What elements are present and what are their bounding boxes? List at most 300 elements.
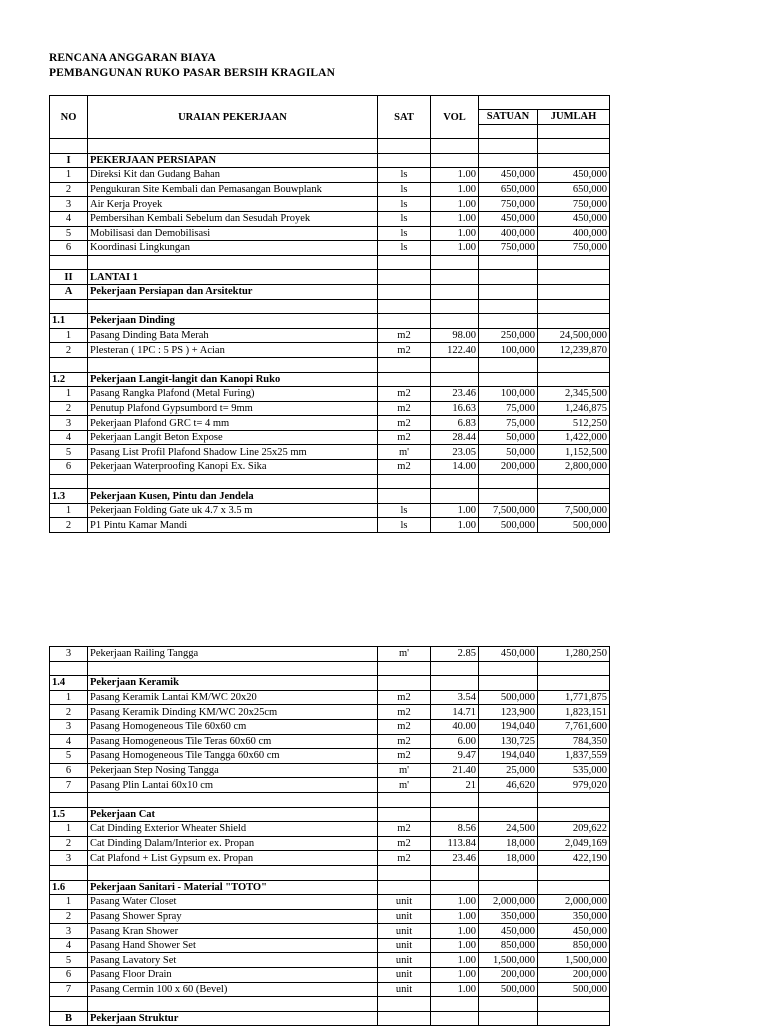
cell-uraian: Pasang Dinding Bata Merah: [88, 328, 378, 343]
cell-jumlah: [538, 372, 610, 387]
cell-sat: [378, 139, 431, 154]
cell-vol: 8.56: [431, 822, 479, 837]
cell-jumlah: 979,020: [538, 778, 610, 793]
table-row: [50, 401, 610, 416]
cell-satuan: 100,000: [479, 343, 538, 358]
section-row: [50, 314, 610, 329]
header-satuan: SATUAN: [479, 109, 538, 124]
cell-no: 2: [50, 836, 88, 851]
cell-jumlah: 209,622: [538, 822, 610, 837]
cell-satuan: [479, 880, 538, 895]
cell-sat: [378, 153, 431, 168]
table-row: [50, 705, 610, 720]
cell-satuan: [479, 270, 538, 285]
blank-row: [50, 997, 610, 1012]
cell-no: [50, 299, 88, 314]
cell-jumlah: 1,500,000: [538, 953, 610, 968]
cell-uraian: PEKERJAAN PERSIAPAN: [88, 153, 378, 168]
cell-jumlah: [538, 270, 610, 285]
cell-satuan: 50,000: [479, 430, 538, 445]
cell-no: [50, 474, 88, 489]
cell-jumlah: 850,000: [538, 938, 610, 953]
cell-vol: 1.00: [431, 938, 479, 953]
table-row: [50, 647, 610, 662]
cell-jumlah: 350,000: [538, 909, 610, 924]
cell-sat: [378, 372, 431, 387]
cell-sat: unit: [378, 924, 431, 939]
table-row: [50, 968, 610, 983]
cell-vol: 1.00: [431, 182, 479, 197]
cell-jumlah: 750,000: [538, 197, 610, 212]
cell-sat: unit: [378, 938, 431, 953]
document-title: RENCANA ANGGARAN BIAYA: [49, 52, 216, 64]
cell-no: 3: [50, 197, 88, 212]
cell-jumlah: 1,837,559: [538, 749, 610, 764]
cell-uraian: Pasang Plin Lantai 60x10 cm: [88, 778, 378, 793]
cell-sat: [378, 270, 431, 285]
cell-satuan: [479, 153, 538, 168]
cell-uraian: Pasang Homogeneous Tile Tangga 60x60 cm: [88, 749, 378, 764]
cell-uraian: Pasang Keramik Lantai KM/WC 20x20: [88, 690, 378, 705]
cell-uraian: Pekerjaan Langit Beton Expose: [88, 430, 378, 445]
cell-uraian: Pekerjaan Persiapan dan Arsitektur: [88, 284, 378, 299]
cell-vol: [431, 314, 479, 329]
header-blank-jumlah: [538, 125, 610, 139]
cell-uraian: [88, 865, 378, 880]
cell-satuan: 450,000: [479, 211, 538, 226]
cell-satuan: 123,900: [479, 705, 538, 720]
cell-satuan: 450,000: [479, 647, 538, 662]
cell-jumlah: 12,239,870: [538, 343, 610, 358]
cell-jumlah: 750,000: [538, 241, 610, 256]
table-row: [50, 690, 610, 705]
cell-jumlah: [538, 357, 610, 372]
cell-sat: m2: [378, 851, 431, 866]
cell-uraian: Pasang Homogeneous Tile 60x60 cm: [88, 719, 378, 734]
cell-uraian: [88, 474, 378, 489]
table-row: [50, 734, 610, 749]
table-row: [50, 763, 610, 778]
cell-satuan: 450,000: [479, 924, 538, 939]
cell-vol: 98.00: [431, 328, 479, 343]
section-row: [50, 489, 610, 504]
cell-satuan: 50,000: [479, 445, 538, 460]
cell-uraian: Pasang Homogeneous Tile Teras 60x60 cm: [88, 734, 378, 749]
cell-vol: 23.05: [431, 445, 479, 460]
cell-no: 6: [50, 460, 88, 475]
cell-jumlah: 450,000: [538, 168, 610, 183]
cell-uraian: Air Kerja Proyek: [88, 197, 378, 212]
cell-sat: ls: [378, 168, 431, 183]
table-row: [50, 938, 610, 953]
cell-sat: unit: [378, 982, 431, 997]
cell-jumlah: 2,345,500: [538, 387, 610, 402]
cell-no: 1.3: [50, 489, 88, 504]
cell-uraian: Penutup Plafond Gypsumbord t= 9mm: [88, 401, 378, 416]
cell-uraian: [88, 299, 378, 314]
cell-jumlah: [538, 299, 610, 314]
cell-sat: m2: [378, 719, 431, 734]
cell-satuan: [479, 474, 538, 489]
cell-satuan: 2,000,000: [479, 895, 538, 910]
cell-no: [50, 661, 88, 676]
cell-no: [50, 357, 88, 372]
cell-sat: [378, 807, 431, 822]
section-row: [50, 153, 610, 168]
header-no: NO: [50, 96, 88, 139]
cell-vol: 6.00: [431, 734, 479, 749]
cell-no: 1: [50, 690, 88, 705]
section-row: [50, 676, 610, 691]
cell-sat: [378, 474, 431, 489]
cell-jumlah: [538, 314, 610, 329]
cell-satuan: 130,725: [479, 734, 538, 749]
cell-jumlah: 200,000: [538, 968, 610, 983]
table-row: [50, 460, 610, 475]
table-row: [50, 445, 610, 460]
cell-no: 7: [50, 778, 88, 793]
cell-satuan: 400,000: [479, 226, 538, 241]
cell-sat: m': [378, 445, 431, 460]
cell-sat: m2: [378, 387, 431, 402]
cell-vol: [431, 372, 479, 387]
budget-table-part-1: [49, 95, 610, 533]
cell-sat: ls: [378, 518, 431, 533]
table-row: [50, 778, 610, 793]
cell-sat: m2: [378, 401, 431, 416]
table-row: [50, 924, 610, 939]
table-row: [50, 503, 610, 518]
cell-sat: m2: [378, 343, 431, 358]
section-row: [50, 270, 610, 285]
table-row: [50, 909, 610, 924]
cell-sat: [378, 489, 431, 504]
cell-satuan: [479, 139, 538, 154]
cell-uraian: Pasang Floor Drain: [88, 968, 378, 983]
cell-uraian: Pekerjaan Kusen, Pintu dan Jendela: [88, 489, 378, 504]
cell-sat: unit: [378, 909, 431, 924]
cell-jumlah: 2,049,169: [538, 836, 610, 851]
cell-jumlah: 24,500,000: [538, 328, 610, 343]
cell-no: 3: [50, 647, 88, 662]
cell-vol: 23.46: [431, 387, 479, 402]
cell-jumlah: 784,350: [538, 734, 610, 749]
cell-vol: 16.63: [431, 401, 479, 416]
cell-satuan: [479, 997, 538, 1012]
cell-satuan: 24,500: [479, 822, 538, 837]
cell-no: 1: [50, 503, 88, 518]
cell-jumlah: 1,422,000: [538, 430, 610, 445]
cell-vol: 1.00: [431, 518, 479, 533]
cell-satuan: [479, 807, 538, 822]
cell-vol: 21: [431, 778, 479, 793]
cell-vol: 113.84: [431, 836, 479, 851]
cell-uraian: [88, 792, 378, 807]
cell-jumlah: 650,000: [538, 182, 610, 197]
cell-jumlah: [538, 284, 610, 299]
cell-uraian: [88, 997, 378, 1012]
cell-vol: 14.71: [431, 705, 479, 720]
cell-no: 2: [50, 909, 88, 924]
cell-sat: ls: [378, 503, 431, 518]
table-row: [50, 719, 610, 734]
cell-sat: [378, 880, 431, 895]
cell-sat: [378, 792, 431, 807]
cell-jumlah: 422,190: [538, 851, 610, 866]
cell-uraian: LANTAI 1: [88, 270, 378, 285]
cell-jumlah: 1,823,151: [538, 705, 610, 720]
cell-uraian: Pekerjaan Cat: [88, 807, 378, 822]
cell-vol: [431, 792, 479, 807]
cell-no: 2: [50, 705, 88, 720]
cell-uraian: Pekerjaan Plafond GRC t= 4 mm: [88, 416, 378, 431]
cell-satuan: 750,000: [479, 241, 538, 256]
cell-jumlah: 450,000: [538, 924, 610, 939]
header-price-group: [479, 96, 610, 110]
cell-vol: [431, 661, 479, 676]
cell-no: A: [50, 284, 88, 299]
cell-satuan: 850,000: [479, 938, 538, 953]
header-uraian: URAIAN PEKERJAAN: [88, 96, 378, 139]
cell-vol: [431, 997, 479, 1012]
cell-uraian: Pekerjaan Dinding: [88, 314, 378, 329]
document-subtitle: PEMBANGUNAN RUKO PASAR BERSIH KRAGILAN: [49, 67, 335, 79]
cell-no: 4: [50, 734, 88, 749]
table-row: [50, 343, 610, 358]
cell-vol: 1.00: [431, 953, 479, 968]
cell-uraian: Pasang Lavatory Set: [88, 953, 378, 968]
cell-vol: 1.00: [431, 895, 479, 910]
cell-jumlah: 512,250: [538, 416, 610, 431]
cell-uraian: Pengukuran Site Kembali dan Pemasangan Bouwplank: [88, 182, 378, 197]
cell-vol: 1.00: [431, 503, 479, 518]
cell-uraian: Plesteran ( 1PC : 5 PS ) + Acian: [88, 343, 378, 358]
cell-satuan: 1,500,000: [479, 953, 538, 968]
cell-sat: m': [378, 778, 431, 793]
cell-vol: 21.40: [431, 763, 479, 778]
cell-no: 2: [50, 343, 88, 358]
cell-satuan: 7,500,000: [479, 503, 538, 518]
cell-sat: ls: [378, 241, 431, 256]
cell-jumlah: 2,000,000: [538, 895, 610, 910]
section-row: [50, 372, 610, 387]
cell-vol: 40.00: [431, 719, 479, 734]
cell-sat: m2: [378, 822, 431, 837]
cell-jumlah: 2,800,000: [538, 460, 610, 475]
cell-sat: m': [378, 763, 431, 778]
table-row: [50, 895, 610, 910]
table-row: [50, 416, 610, 431]
cell-sat: m2: [378, 460, 431, 475]
cell-no: I: [50, 153, 88, 168]
cell-vol: [431, 489, 479, 504]
cell-jumlah: 1,152,500: [538, 445, 610, 460]
cell-sat: m2: [378, 416, 431, 431]
cell-no: [50, 139, 88, 154]
cell-sat: [378, 255, 431, 270]
cell-no: 1: [50, 822, 88, 837]
cell-no: [50, 865, 88, 880]
cell-sat: m2: [378, 749, 431, 764]
cell-sat: [378, 661, 431, 676]
cell-jumlah: [538, 255, 610, 270]
cell-vol: 1.00: [431, 909, 479, 924]
cell-vol: [431, 139, 479, 154]
table-row: [50, 518, 610, 533]
cell-no: [50, 792, 88, 807]
cell-no: 2: [50, 518, 88, 533]
cell-vol: [431, 807, 479, 822]
table-row: [50, 241, 610, 256]
cell-satuan: [479, 255, 538, 270]
cell-jumlah: 400,000: [538, 226, 610, 241]
cell-jumlah: [538, 807, 610, 822]
cell-jumlah: 7,500,000: [538, 503, 610, 518]
table-row: [50, 822, 610, 837]
cell-no: 5: [50, 749, 88, 764]
cell-no: 5: [50, 226, 88, 241]
cell-satuan: 500,000: [479, 982, 538, 997]
cell-jumlah: [538, 880, 610, 895]
cell-sat: ls: [378, 182, 431, 197]
cell-uraian: Pekerjaan Struktur: [88, 1011, 378, 1026]
cell-satuan: 194,040: [479, 719, 538, 734]
cell-sat: [378, 299, 431, 314]
cell-satuan: 100,000: [479, 387, 538, 402]
cell-jumlah: [538, 661, 610, 676]
cell-satuan: [479, 489, 538, 504]
cell-uraian: Pekerjaan Step Nosing Tangga: [88, 763, 378, 778]
cell-satuan: 650,000: [479, 182, 538, 197]
cell-uraian: Pasang Keramik Dinding KM/WC 20x25cm: [88, 705, 378, 720]
cell-uraian: Pasang Cermin 100 x 60 (Bevel): [88, 982, 378, 997]
cell-sat: m': [378, 647, 431, 662]
cell-satuan: 200,000: [479, 968, 538, 983]
cell-sat: [378, 284, 431, 299]
cell-uraian: Pekerjaan Folding Gate uk 4.7 x 3.5 m: [88, 503, 378, 518]
blank-row: [50, 255, 610, 270]
cell-jumlah: 1,280,250: [538, 647, 610, 662]
cell-uraian: Pasang Shower Spray: [88, 909, 378, 924]
blank-row: [50, 792, 610, 807]
cell-no: 3: [50, 924, 88, 939]
table-row: [50, 749, 610, 764]
cell-jumlah: 535,000: [538, 763, 610, 778]
cell-no: 5: [50, 445, 88, 460]
cell-sat: [378, 357, 431, 372]
section-row: [50, 807, 610, 822]
cell-satuan: [479, 299, 538, 314]
header-jumlah: JUMLAH: [538, 109, 610, 124]
cell-vol: 1.00: [431, 968, 479, 983]
cell-satuan: 18,000: [479, 851, 538, 866]
cell-vol: 1.00: [431, 924, 479, 939]
cell-no: B: [50, 1011, 88, 1026]
cell-vol: [431, 865, 479, 880]
cell-uraian: Cat Dinding Exterior Wheater Shield: [88, 822, 378, 837]
table-row: [50, 982, 610, 997]
cell-no: II: [50, 270, 88, 285]
cell-uraian: P1 Pintu Kamar Mandi: [88, 518, 378, 533]
cell-vol: 9.47: [431, 749, 479, 764]
cell-vol: [431, 299, 479, 314]
cell-satuan: 750,000: [479, 197, 538, 212]
cell-jumlah: [538, 865, 610, 880]
cell-no: 2: [50, 401, 88, 416]
section-row: [50, 284, 610, 299]
cell-uraian: Pasang Water Closet: [88, 895, 378, 910]
cell-satuan: 500,000: [479, 518, 538, 533]
cell-satuan: 200,000: [479, 460, 538, 475]
cell-vol: 1.00: [431, 211, 479, 226]
cell-jumlah: 500,000: [538, 982, 610, 997]
section-row: [50, 880, 610, 895]
blank-row: [50, 661, 610, 676]
blank-row: [50, 474, 610, 489]
cell-satuan: 450,000: [479, 168, 538, 183]
table-row: [50, 197, 610, 212]
cell-sat: [378, 314, 431, 329]
header-vol: VOL: [431, 96, 479, 139]
cell-no: 1.1: [50, 314, 88, 329]
cell-uraian: Pekerjaan Keramik: [88, 676, 378, 691]
cell-vol: [431, 676, 479, 691]
cell-satuan: 194,040: [479, 749, 538, 764]
cell-satuan: 500,000: [479, 690, 538, 705]
table-row: [50, 430, 610, 445]
cell-sat: m2: [378, 690, 431, 705]
cell-jumlah: [538, 676, 610, 691]
cell-jumlah: [538, 792, 610, 807]
cell-no: 6: [50, 968, 88, 983]
blank-row: [50, 299, 610, 314]
cell-vol: 1.00: [431, 982, 479, 997]
cell-uraian: Koordinasi Lingkungan: [88, 241, 378, 256]
cell-jumlah: [538, 139, 610, 154]
cell-vol: 3.54: [431, 690, 479, 705]
cell-uraian: Cat Dinding Dalam/Interior ex. Propan: [88, 836, 378, 851]
cell-vol: 1.00: [431, 226, 479, 241]
cell-uraian: Pembersihan Kembali Sebelum dan Sesudah Proyek: [88, 211, 378, 226]
cell-jumlah: [538, 997, 610, 1012]
cell-satuan: 25,000: [479, 763, 538, 778]
table-row: [50, 211, 610, 226]
cell-sat: ls: [378, 211, 431, 226]
cell-uraian: Pekerjaan Waterproofing Kanopi Ex. Sika: [88, 460, 378, 475]
cell-no: 3: [50, 851, 88, 866]
cell-sat: [378, 997, 431, 1012]
cell-jumlah: 7,761,600: [538, 719, 610, 734]
cell-sat: m2: [378, 836, 431, 851]
cell-no: 6: [50, 763, 88, 778]
header-sat: SAT: [378, 96, 431, 139]
cell-vol: 14.00: [431, 460, 479, 475]
cell-satuan: 75,000: [479, 416, 538, 431]
cell-uraian: Pekerjaan Sanitari - Material "TOTO": [88, 880, 378, 895]
cell-vol: [431, 153, 479, 168]
cell-uraian: [88, 255, 378, 270]
cell-no: 1.4: [50, 676, 88, 691]
cell-sat: ls: [378, 197, 431, 212]
cell-vol: 122.40: [431, 343, 479, 358]
cell-satuan: [479, 284, 538, 299]
cell-jumlah: [538, 474, 610, 489]
cell-jumlah: 450,000: [538, 211, 610, 226]
table-row: [50, 182, 610, 197]
cell-sat: m2: [378, 328, 431, 343]
table-row: [50, 387, 610, 402]
blank-row: [50, 139, 610, 154]
